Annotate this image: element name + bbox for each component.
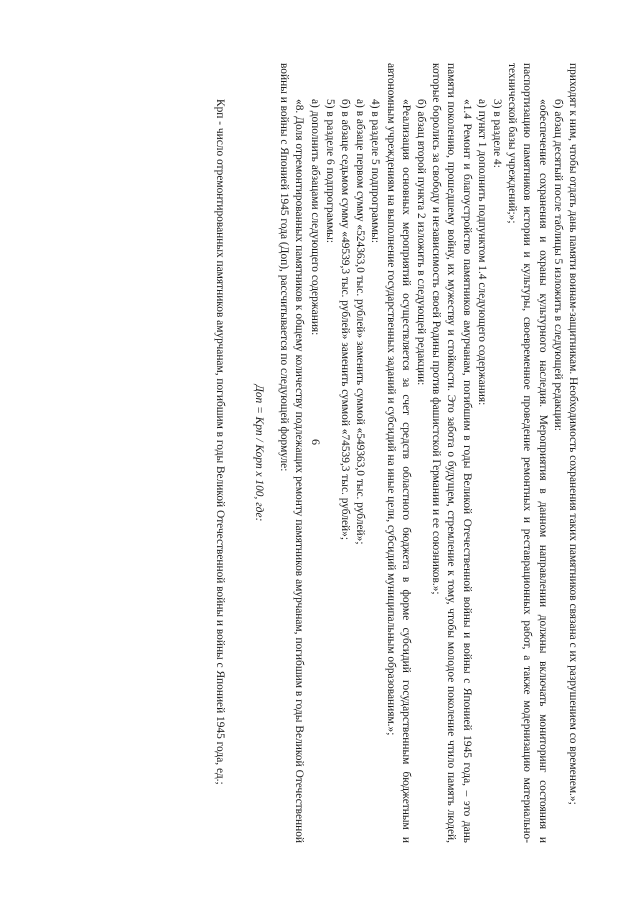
paragraph: б) в абзаце седьмом сумму «49539,3 тыс. рублей» заменить суммой «74539,3 тыс. рублей»; <box>338 98 351 540</box>
formula-definition: Крп - число отремонтированных памятников амурчанам, погибшим в годы Великой Отечественной войны и войны с Японией 1945 года, ед.; <box>213 98 226 785</box>
paragraph: 5) в разделе 6 подпрограммы: <box>323 98 336 243</box>
paragraph: а) пункт 1 дополнить подпунктом 1.4 следующего содержания: <box>475 98 488 405</box>
paragraph: «Реализация основных мероприятий осуществляется за счет средств областного бюджета в форме субсидий государственным бюджетным и автономным учреждениям на выполнение государственных заданий и субсидий на иные цели, субсидий муниципальным образованиям.»; <box>384 62 412 843</box>
paragraph: приходят к ним, чтобы отдать дань памяти воинам-защитникам. Необходимость сохранения таких памятников связана с их разрушением со временем.»; <box>567 62 579 805</box>
paragraph: 3) в разделе 4: <box>490 98 503 168</box>
paragraph: а) дополнить абзацами следующего содержания: <box>308 98 321 335</box>
formula: Доп = Крп / Корп х 100, где: <box>252 384 265 521</box>
document-body <box>60 63 580 843</box>
paragraph: б) абзац второй пункта 2 изложить в следующей редакции: <box>414 98 427 385</box>
paragraph: «8. Доля отремонтированных памятников к общему количеству подлежащих ремонту памятников амурчанам, погибшим в годы Великой Отечественной войны и войны с Японией 1945 года (Доп), рассчитывается по следующей формуле: <box>278 62 306 843</box>
spacer <box>227 63 241 843</box>
page-number: 6 <box>309 439 323 445</box>
paragraph: б) абзац десятый после таблицы 5 изложить в следующей редакции: <box>551 98 564 431</box>
paragraph: 4) в разделе 5 подпрограммы: <box>369 98 382 243</box>
paragraph: «обеспечение сохранения и охраны культурного наследия. Мероприятия в данном направлении должны включать мониторинг состояния и паспортизацию памятников истории и культуры, своевременное проведение ремонтных и реставрационных работ, а также модернизацию материально-технической базы учреждений;»; <box>506 62 549 843</box>
paragraph: а) в абзаце первом сумму «524363,0 тыс. рублей» заменить суммой «549363,0 тыс. рублей»; <box>354 98 367 545</box>
paragraph: «1.4 Ремонт и благоустройство памятников амурчанам, погибшим в годы Великой Отечественной войны и войны с Японией 1945 года, – это дань памяти поколению, прошедшему войну, их мужеству и стойкости. Это забота о будущем, стремление к тому, чтобы молодое поколение чтило память людей, которые боролись за свободу и независимость своей Родины против фашистской Германии и ее союзников.»; <box>430 62 473 843</box>
